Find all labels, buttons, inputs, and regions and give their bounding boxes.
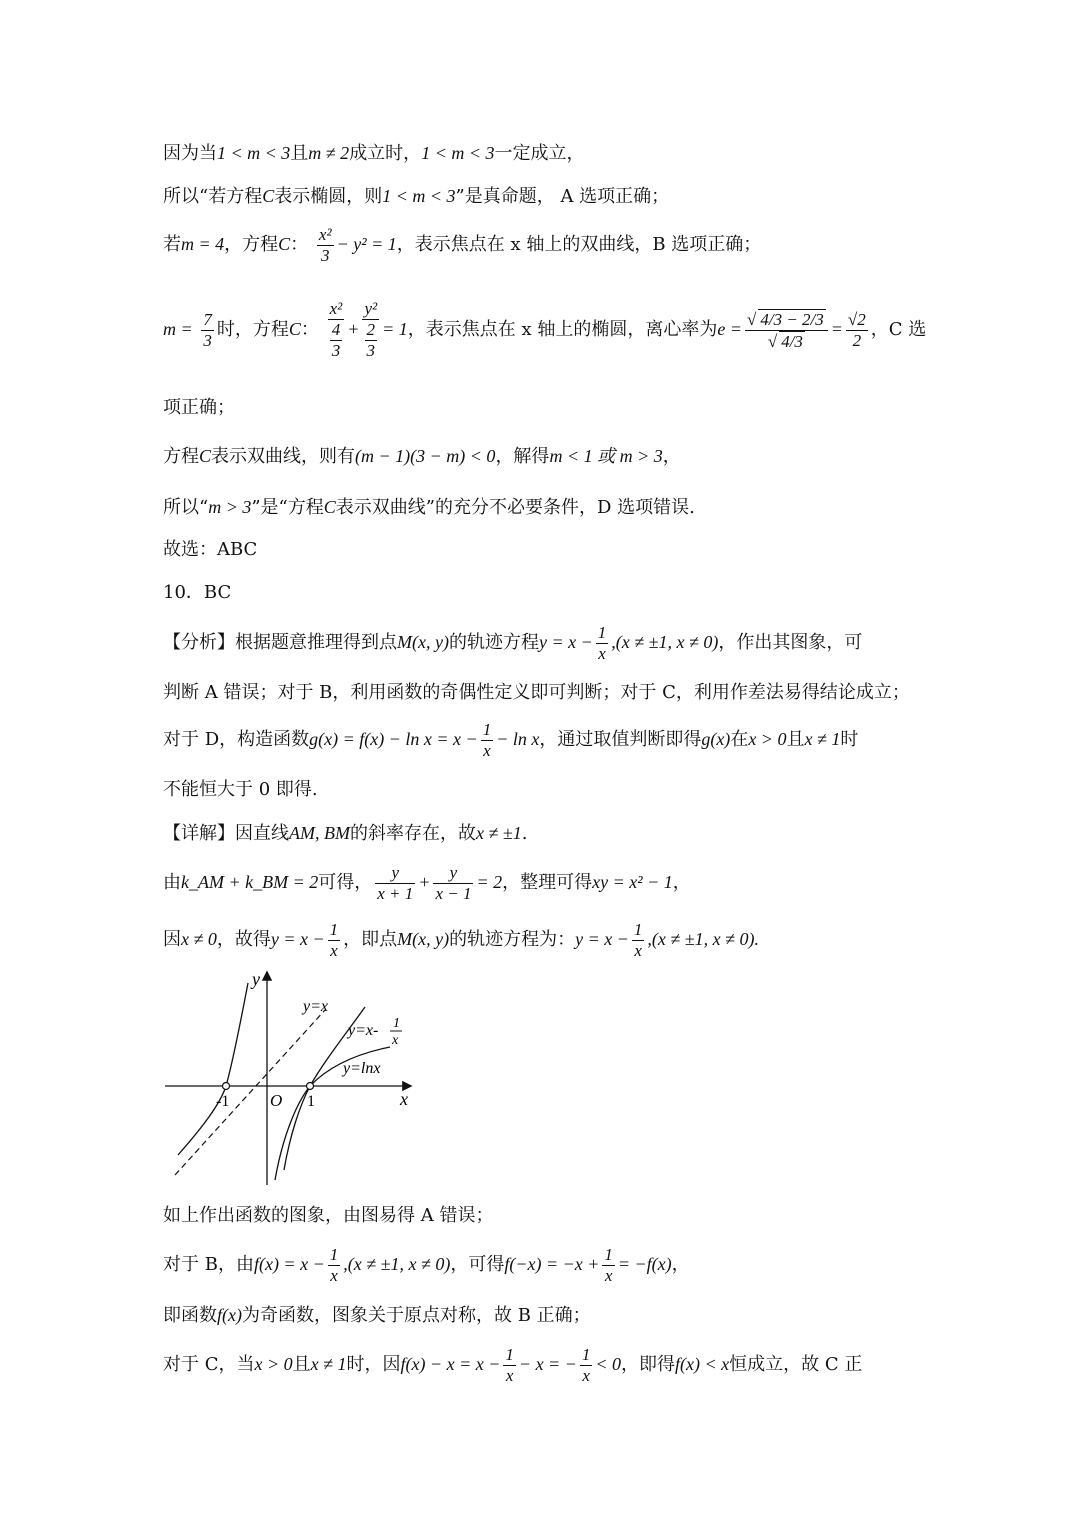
text: 且 — [786, 729, 805, 750]
text: ： — [290, 234, 309, 255]
denominator: x — [330, 940, 338, 960]
numerator: x² — [318, 224, 332, 244]
math-eq: − x = − — [518, 1354, 577, 1374]
numerator: 1 — [597, 622, 607, 642]
text: 为奇函数，图象关于原点对称，故 B 正确； — [241, 1305, 591, 1326]
math-var: C — [199, 446, 212, 466]
para-14 — [163, 820, 930, 847]
fraction — [375, 863, 415, 904]
math-eq: f(−x) = −x + — [504, 1254, 600, 1274]
text: 表示双曲线”的充分不必要条件，D 选项错误. — [335, 497, 695, 518]
math-solution: m < 1 或 m > 3 — [549, 446, 663, 466]
para-4: m = $\frac{7}{3}$ 时，方程C： $\frac{\text{x²}}{\frac{4}{3}}$ + $\frac{\text{y²}}{\frac{2}{3}}$ = 1，表示焦点在 x 轴上的椭圆，离心率为e = $\frac{√ 4/3 - 2/3}{√ 4/3}$ = $\frac{√2}{2}$ ，C 选 — [163, 299, 927, 360]
math-eq: < 0 — [595, 1354, 622, 1374]
math-eq: f(x) = x − — [253, 1254, 325, 1274]
math-var: C — [323, 497, 336, 517]
math-eq: m = 4 — [181, 234, 225, 254]
x-axis-label: x — [400, 1089, 408, 1109]
math-condition: x ≠ ±1 — [475, 823, 522, 843]
math-inequality: (m − 1)(3 − m) < 0 — [355, 446, 496, 466]
math-eq: y = x − — [538, 632, 593, 652]
para-19 — [163, 1302, 930, 1329]
para-6 — [163, 443, 930, 470]
math-condition: ,(x ≠ ±1, x ≠ 0) — [343, 1254, 451, 1274]
denominator: x — [330, 1265, 338, 1285]
para-13 — [163, 777, 930, 803]
text: 所以“若方程 — [163, 186, 263, 207]
text: ，即得 — [621, 1354, 676, 1375]
numerator: y² — [364, 299, 378, 318]
para-18 — [163, 1240, 930, 1289]
text: 【分析】根据题意推理得到点 — [163, 632, 397, 653]
math-point: M(x, y) — [397, 929, 450, 949]
text: 时，因 — [346, 1354, 401, 1375]
math-op: + — [418, 872, 431, 892]
numerator: y — [433, 863, 473, 884]
fraction — [328, 1245, 341, 1286]
denominator: x — [598, 643, 606, 663]
denominator: x — [604, 1265, 613, 1285]
origin-label: O — [270, 1091, 283, 1110]
math-eq: xy = x² − 1 — [592, 872, 673, 892]
math-inequality: 1 < m < 3 — [421, 143, 495, 163]
label-y-equals-x: y=x — [303, 998, 328, 1015]
text: 且 — [290, 143, 309, 164]
fraction — [328, 920, 341, 961]
y-axis-label: y — [252, 969, 260, 989]
text: 成立时， — [349, 143, 422, 164]
fraction-ellipse-x — [328, 299, 345, 361]
denominator: 3 — [203, 330, 212, 350]
denominator: 2 — [852, 330, 862, 350]
text: ，表示焦点在 x 轴上的双曲线，B 选项正确； — [396, 234, 762, 255]
denominator: x — [634, 940, 642, 960]
math-eq: y = x − — [270, 929, 325, 949]
math-eq: e = — [717, 319, 742, 339]
label-curve-den: x — [392, 1033, 399, 1048]
para-12 — [163, 715, 930, 764]
denominator: x — [483, 740, 491, 760]
math-eq: = 1 — [382, 319, 408, 339]
fraction — [201, 310, 214, 351]
text: 因为当 — [163, 143, 217, 164]
text: 故选：ABC — [163, 539, 258, 560]
fraction — [433, 863, 473, 904]
tick-label-1: 1 — [307, 1093, 315, 1110]
para-8 — [163, 537, 930, 563]
text: 对于 B，由 — [163, 1254, 254, 1275]
fraction — [481, 720, 494, 761]
para-5 — [163, 395, 930, 421]
text: 可得， — [318, 872, 373, 893]
math-eq: = — [830, 319, 843, 339]
math-condition: ,(x ≠ ±1, x ≠ 0) — [611, 632, 719, 652]
math-var: C — [262, 186, 275, 206]
para-20 — [163, 1340, 930, 1389]
fraction — [632, 920, 645, 961]
fraction-result — [846, 310, 868, 351]
numerator: √ 4/3 − 2/3 — [745, 309, 828, 331]
math-eq: = −f(x) — [617, 1254, 672, 1274]
tick-label-neg1: -1 — [216, 1093, 230, 1110]
fraction — [602, 1245, 615, 1286]
math-eq: k_AM + k_BM = 2 — [181, 872, 319, 892]
line-y-equals-x — [175, 1010, 325, 1175]
text: 且 — [292, 1354, 311, 1375]
para-17 — [163, 1203, 930, 1229]
para-2 — [163, 183, 930, 210]
math-eq: − y² = 1 — [336, 234, 397, 254]
text: ”是真命题， A 选项正确； — [455, 186, 670, 207]
math-inequality: m > 3 — [208, 497, 252, 517]
curve-left-branch — [178, 983, 248, 1155]
text: 一定成立， — [494, 143, 585, 164]
math-var: C — [288, 319, 301, 339]
fraction — [596, 623, 609, 664]
denominator: x — [582, 1365, 590, 1385]
para-3 — [163, 222, 930, 267]
text: 在 — [730, 729, 749, 750]
text: ”是“方程 — [251, 497, 324, 518]
math-eq: y = x − — [575, 929, 629, 949]
text: ，可得 — [450, 1254, 505, 1275]
text: 因 — [163, 929, 181, 950]
fraction — [580, 1345, 593, 1386]
graph-svg — [160, 965, 420, 1190]
denominator: $\frac{2}{3}$ — [366, 320, 376, 360]
text: 的轨迹方程为： — [449, 929, 576, 950]
para-7 — [163, 494, 930, 521]
text: ，表示焦点在 x 轴上的椭圆，离心率为 — [407, 319, 718, 340]
text: 时，方程 — [216, 319, 289, 340]
math-var: C — [278, 234, 291, 254]
text: ， — [662, 446, 681, 467]
text: ， — [671, 1254, 690, 1275]
function-graph-figure — [160, 965, 420, 1190]
math-point: M(x, y) — [397, 632, 449, 652]
math-inequality: f(x) < x — [675, 1354, 730, 1374]
denominator: x − 1 — [435, 883, 472, 903]
math-lines: AM, BM — [289, 823, 350, 843]
para-16 — [163, 915, 930, 964]
numerator: 1 — [505, 1344, 514, 1364]
text: 对于 D，构造函数 — [163, 729, 310, 750]
math-eq: = 2 — [476, 872, 503, 892]
text: ，即点 — [343, 929, 398, 950]
text: 的斜率存在，故 — [349, 823, 476, 844]
fraction-eccentricity — [745, 309, 828, 352]
text: ，C 选 — [870, 319, 927, 340]
math-condition: x ≠ 0 — [181, 929, 217, 949]
math-condition: x ≠ 1 — [310, 1354, 347, 1374]
text: ， — [672, 872, 691, 893]
fraction — [317, 225, 334, 266]
math-condition: ,(x ≠ ±1, x ≠ 0). — [647, 929, 760, 949]
math-func: g(x) — [701, 729, 731, 749]
hole-point-neg1 — [223, 1083, 230, 1090]
numerator: 1 — [604, 1244, 613, 1264]
text: ，作出其图象，可 — [718, 632, 863, 653]
para-10 — [163, 620, 930, 665]
math-eq: f(x) − x = x − — [400, 1354, 501, 1374]
math-eq: − ln x — [496, 729, 540, 749]
numerator: y — [375, 863, 415, 884]
text: 不能恒大于 0 即得. — [163, 779, 318, 800]
math-eq: m = — [163, 319, 193, 339]
text: 项正确； — [163, 397, 235, 418]
text: ，通过取值判断即得 — [539, 729, 702, 750]
para-9 — [163, 580, 930, 606]
text: 【详解】因直线 — [163, 823, 289, 844]
text: 即函数 — [163, 1305, 217, 1326]
numerator: x² — [329, 299, 343, 318]
para-11 — [163, 680, 930, 706]
fraction-ellipse-y — [362, 299, 379, 361]
numerator: 1 — [329, 919, 339, 939]
text: 如上作出函数的图象，由图易得 A 错误； — [163, 1205, 494, 1226]
denominator: √ 4/3 — [767, 331, 803, 351]
denominator: 3 — [320, 245, 330, 265]
hole-point-1 — [307, 1083, 314, 1090]
fraction — [503, 1345, 516, 1386]
text: 的轨迹方程 — [448, 632, 539, 653]
numerator: √2 — [847, 309, 866, 329]
text: ，方程 — [224, 234, 279, 255]
denominator: x + 1 — [377, 883, 414, 903]
math-inequality: 1 < m < 3 — [382, 186, 456, 206]
text: 由 — [163, 872, 181, 893]
denominator: $\frac{4}{3}$ — [331, 320, 341, 360]
text: 若 — [163, 234, 181, 255]
numerator: 1 — [329, 1244, 339, 1264]
text: . — [521, 823, 528, 844]
label-curve-num: 1 — [393, 1016, 400, 1031]
text: 方程 — [163, 446, 199, 467]
text: ，故得 — [216, 929, 271, 950]
math-condition: x ≠ 1 — [804, 729, 841, 749]
text: 恒成立，故 C 正 — [729, 1354, 863, 1375]
math-eq: g(x) = f(x) − ln x = x − — [309, 729, 478, 749]
text: 所以“ — [163, 497, 209, 518]
text: 时 — [840, 729, 859, 750]
text: ： — [300, 319, 319, 340]
numerator: 1 — [482, 719, 492, 739]
numerator: 1 — [633, 919, 643, 939]
numerator: 7 — [203, 309, 212, 329]
label-ln: y=lnx — [343, 1060, 381, 1077]
text: 10．BC — [163, 582, 232, 603]
math-condition: m ≠ 2 — [308, 143, 350, 163]
para-1 — [163, 140, 930, 167]
math-condition: x > 0 — [254, 1354, 293, 1374]
text: 判断 A 错误；对于 B，利用函数的奇偶性定义即可判断；对于 C，利用作差法易得结论成立； — [163, 682, 910, 703]
math-func: f(x) — [217, 1305, 242, 1325]
para-15 — [163, 858, 930, 907]
text: ，解得 — [495, 446, 550, 467]
text: 表示椭圆，则 — [274, 186, 383, 207]
numerator: 1 — [581, 1344, 591, 1364]
label-curve: y=x- — [348, 1022, 379, 1039]
text: ，整理可得 — [502, 872, 593, 893]
text: 表示双曲线，则有 — [211, 446, 356, 467]
denominator: x — [505, 1365, 514, 1385]
math-inequality: 1 < m < 3 — [217, 143, 291, 163]
text: 对于 C，当 — [163, 1354, 255, 1375]
math-condition: x > 0 — [748, 729, 787, 749]
